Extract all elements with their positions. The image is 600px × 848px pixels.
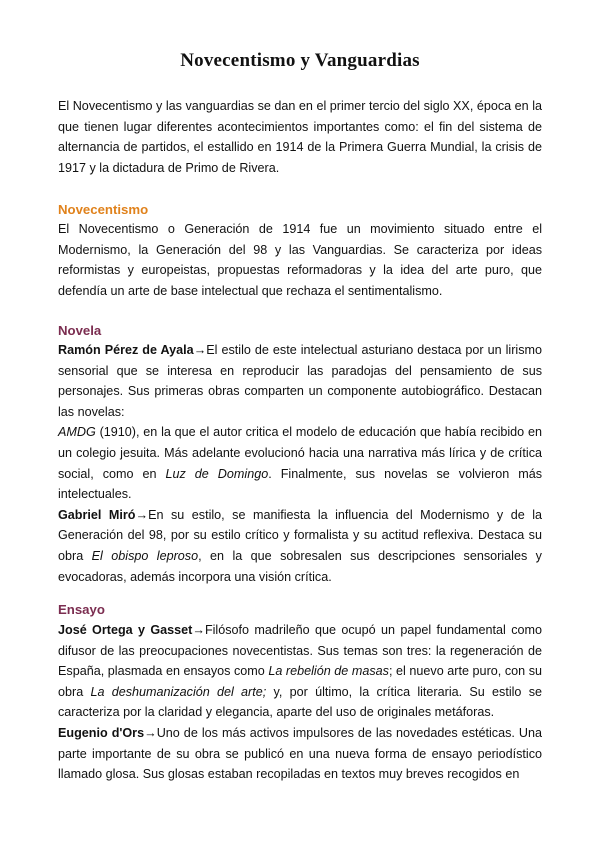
miro-text-2: , en la que sobresalen sus descripciones sensoriales y evocadoras, además incorpora una visión crítica. <box>58 548 542 584</box>
amdg-paragraph <box>58 422 542 504</box>
ors-paragraph <box>58 723 542 785</box>
ortega-text-1: Filósofo madrileño que ocupó un papel fundamental como difusor de las preocupaciones novecentistas. Sus temas son tres: la regeneración de España, plasmada en ensayos como <box>58 623 542 679</box>
miro-text-1: En su estilo, se manifiesta la influencia del Modernismo y de la Generación del 98, por su estilo crítico y formalista y su actitud reflexiva. Destaca su obra <box>58 507 542 563</box>
page-title: Novecentismo y Vanguardias <box>180 50 420 71</box>
work-amdg: AMDG <box>58 425 96 440</box>
work-rebelion-masas: La rebelión de masas <box>268 664 389 679</box>
ortega-text-2: ; el nuevo arte puro, con su obra <box>58 664 542 699</box>
miro-paragraph <box>58 505 542 587</box>
ors-text: Uno de los más activos impulsores de las novedades estéticas. Una parte importante de su obra se publicó en una nueva forma de ensayo periodístico llamado glosa. Sus glosas estaban recopiladas en textos muy breves recogidos en <box>58 725 543 782</box>
author-ortega: José Ortega y Gasset <box>58 623 193 637</box>
arrow-miro: → <box>135 507 149 522</box>
heading-novela: Novela <box>58 323 102 338</box>
amdg-text-1: (1910), en la que el autor critica el modelo de educación que había recibido en un colegio jesuita. Más adelante evolucionó hacia una narrativa más lírica y de crítica social, como en <box>58 425 542 481</box>
work-deshumanizacion-arte: La deshumanización del arte; <box>90 684 267 699</box>
arrow-ortega: → <box>192 623 205 637</box>
author-miro: Gabriel Miró <box>58 507 136 522</box>
novela-section <box>58 340 542 587</box>
work-obispo-leproso: El obispo leproso <box>91 548 199 563</box>
amdg-text-2: . Finalmente, sus novelas se volvieron más intelectuales. <box>58 466 542 502</box>
novecentismo-paragraph: El Novecentismo o Generación de 1914 fue un movimiento situado entre el Modernismo, la Generación del 98 y las Vanguardias. Se caracteriza por ideas reformistas y europeistas, propuestas reformadoras y la idea del arte puro, que defendía un arte de base intelectual que rechaza el sentimentalismo. <box>58 222 542 298</box>
ortega-text-3: y, por último, la crítica literaria. Su estilo se caracteriza por la claridad y elegancia, aparte del uso de originales metáforas. <box>58 684 542 720</box>
arrow-ayala: → <box>193 343 207 357</box>
heading-novecentismo: Novecentismo <box>58 202 149 217</box>
ensayo-section <box>58 620 542 785</box>
ayala-text: El estilo de este intelectual asturiano destaca por un lirismo sensorial que se interesa en reproducir las paradojas del pensamiento de sus personajes. Sus primeras obras comparten un componente autobiográfico. Destacan las novelas: <box>58 343 542 419</box>
author-ors: Eugenio d'Ors <box>58 725 145 740</box>
heading-ensayo: Ensayo <box>58 602 105 617</box>
author-ayala: Ramón Pérez de Ayala <box>58 343 194 357</box>
ortega-paragraph <box>58 620 542 723</box>
work-luz-de-domingo: Luz de Domingo <box>165 466 269 481</box>
intro-paragraph: El Novecentismo y las vanguardias se dan en el primer tercio del siglo XX, época en la que tienen lugar diferentes acontecimientos importantes como: el fin del sistema de alternancia de partidos, el estallido en 1914 de la Primera Guerra Mundial, la crisis de 1917 y la dictadura de Primo de Rivera. <box>58 99 542 175</box>
arrow-ors: → <box>144 725 157 740</box>
ayala-paragraph <box>58 340 542 422</box>
